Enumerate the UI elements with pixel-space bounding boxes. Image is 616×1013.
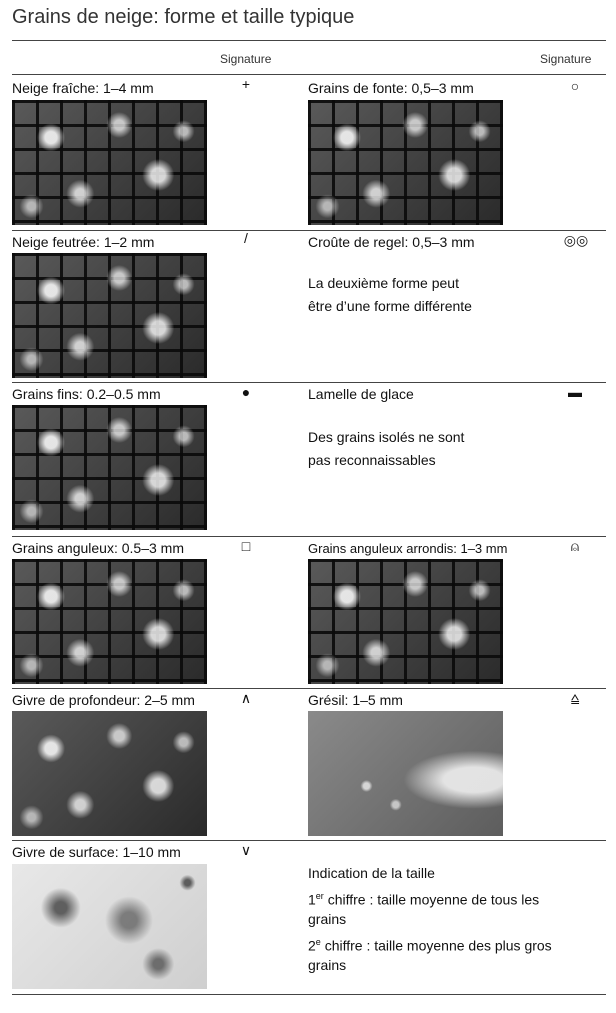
photo-grains-fins bbox=[12, 405, 207, 530]
signature-header-right: Signature bbox=[540, 52, 592, 66]
graupel-symbol-icon: ⩠ bbox=[570, 690, 580, 706]
signature-header-left: Signature bbox=[220, 52, 272, 66]
lamelle-note-line-1: Des grains isolés ne sont bbox=[308, 429, 465, 445]
row-rule bbox=[12, 536, 606, 537]
row-rule bbox=[12, 382, 606, 383]
grain-title-grains-de-fonte: Grains de fonte: 0,5–3 mm bbox=[308, 80, 474, 96]
croute-note-line-2: être d’une forme différente bbox=[308, 298, 472, 314]
croute-note-line-1: La deuxième forme peut bbox=[308, 275, 459, 291]
header-rule bbox=[12, 40, 606, 41]
grain-title-lamelle-de-glace: Lamelle de glace bbox=[308, 386, 414, 402]
photo-givre-de-surface bbox=[12, 864, 207, 989]
square-symbol-icon: □ bbox=[241, 538, 251, 554]
grain-title-givre-de-surface: Givre de surface: 1–10 mm bbox=[12, 844, 181, 860]
size-indication-title: Indication de la taille bbox=[308, 865, 435, 881]
photo-grains-anguleux-arrondis bbox=[308, 559, 503, 684]
caret-up-symbol-icon: ∧ bbox=[240, 690, 252, 706]
grain-title-neige-fraiche: Neige fraîche: 1–4 mm bbox=[12, 80, 154, 96]
grain-title-croute-de-regel: Croûte de regel: 0,5–3 mm bbox=[308, 234, 475, 250]
dot-symbol-icon: ● bbox=[241, 384, 251, 400]
row-rule bbox=[12, 74, 606, 75]
page-title: Grains de neige: forme et taille typique bbox=[12, 6, 355, 28]
grain-title-grains-fins: Grains fins: 0.2–0.5 mm bbox=[12, 386, 161, 402]
double-circle-symbol-icon: ◎◎ bbox=[563, 232, 589, 248]
photo-gresil bbox=[308, 711, 503, 836]
plus-symbol-icon: + bbox=[241, 76, 251, 92]
slash-symbol-icon: / bbox=[244, 230, 248, 246]
grain-title-gresil: Grésil: 1–5 mm bbox=[308, 692, 403, 708]
size-indication-second-digit: 2e chiffre : taille moyenne des plus gros bbox=[308, 937, 552, 954]
size-indication-first-digit-cont: grains bbox=[308, 911, 347, 927]
row-rule bbox=[12, 688, 606, 689]
caret-down-symbol-icon: ∨ bbox=[240, 842, 252, 858]
photo-neige-fraiche bbox=[12, 100, 207, 225]
size-indication-second-digit-cont: grains bbox=[308, 957, 347, 973]
bottom-rule bbox=[12, 994, 606, 995]
photo-grains-de-fonte bbox=[308, 100, 503, 225]
photo-grains-anguleux bbox=[12, 559, 207, 684]
photo-neige-feutree bbox=[12, 253, 207, 378]
size-indication-first-digit: 1er chiffre : taille moyenne de tous les bbox=[308, 891, 540, 908]
lamelle-note-line-2: pas reconnaissables bbox=[308, 452, 436, 468]
grain-title-neige-feutree: Neige feutrée: 1–2 mm bbox=[12, 234, 155, 250]
grain-title-grains-anguleux: Grains anguleux: 0.5–3 mm bbox=[12, 540, 184, 556]
bar-symbol-icon: ▬ bbox=[568, 384, 582, 400]
grain-title-grains-anguleux-arrondis: Grains anguleux arrondis: 1–3 mm bbox=[308, 541, 508, 556]
rounded-square-symbol-icon: ⍝ bbox=[570, 538, 580, 554]
row-rule bbox=[12, 230, 606, 231]
grain-title-givre-de-profondeur: Givre de profondeur: 2–5 mm bbox=[12, 692, 195, 708]
photo-givre-de-profondeur bbox=[12, 711, 207, 836]
row-rule bbox=[12, 840, 606, 841]
circle-symbol-icon: ○ bbox=[570, 78, 580, 94]
